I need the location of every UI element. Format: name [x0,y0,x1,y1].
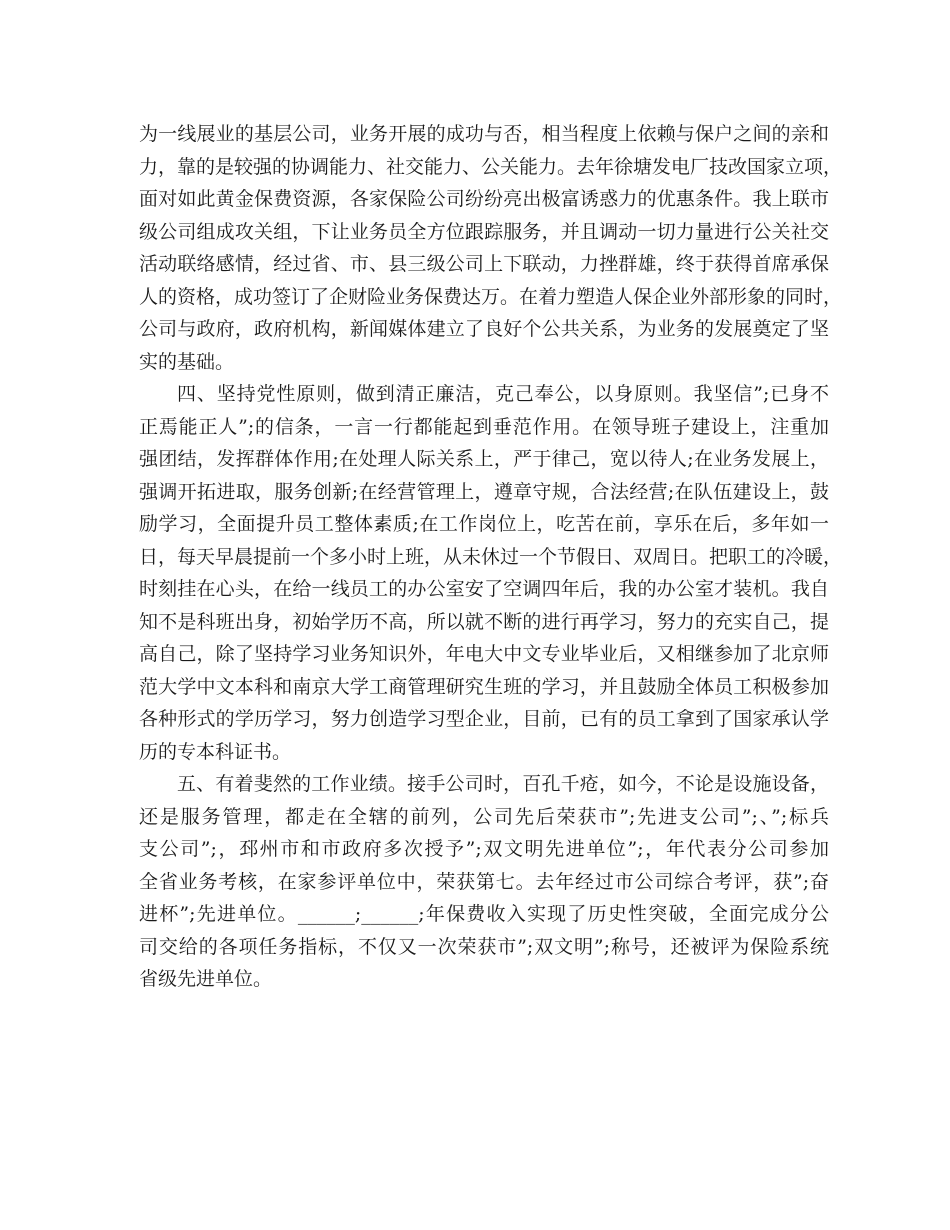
text-line: 正焉能正人”;的信条，一言一行都能起到垂范作用。在领导班子建设上，注重加 [139,415,829,438]
text-line: 范大学中文本科和南京大学工商管理研究生班的学习，并且鼓励全体员工积极参加 [139,675,829,698]
text-line: 知不是科班出身，初始学历不高，所以就不断的进行再学习，努力的充实自己，提 [139,610,829,633]
text-line: 人的资格，成功签订了企财险业务保费达万。在着力塑造人保企业外部形象的同时， [139,285,843,308]
text-line: 高自己，除了坚持学习业务知识外，年电大中文专业毕业后，又相继参加了北京师 [139,643,829,665]
paragraph-public-relations [139,118,843,378]
text-line: 励学习，全面提升员工整体素质;在工作岗位上，吃苦在前，享乐在后，多年如一 [139,513,829,535]
document-body [139,118,843,996]
text-line: 全省业务考核，在家参评单位中，荣获第七。去年经过市公司综合考评，获”;奋 [139,870,829,893]
text-line: 五、有着斐然的工作业绩。接手公司时，百孔千疮，如今，不论是设施设备， [177,773,829,795]
text-line: 面对如此黄金保费资源，各家保险公司纷纷亮出极富诱惑力的优惠条件。我上联市 [139,188,829,210]
text-line: 为一线展业的基层公司，业务开展的成功与否，相当程度上依赖与保户之间的亲和 [139,123,829,145]
paragraph-section-five [139,768,829,996]
text-line: 还是服务管理，都走在全辖的前列，公司先后荣获市”;先进支公司”;、”;标兵 [139,805,829,828]
paragraph-section-four [139,378,843,768]
text-line: 活动联络感情，经过省、市、县三级公司上下联动，力挫群雄，终于获得首席承保 [139,253,829,275]
text-line: 时刻挂在心头，在给一线员工的办公室安了空调四年后，我的办公室才装机。我自 [139,578,829,600]
text-line: 强团结，发挥群体作用;在处理人际关系上，严于律己，宽以待人;在业务发展上， [139,448,829,470]
text-line: 历的专本科证书。 [139,740,292,763]
text-line: 支公司”;，邳州市和市政府多次授予”;双文明先进单位”;，年代表分公司参加 [139,838,829,860]
text-line: 四、坚持党性原则，做到清正廉洁，克己奉公，以身原则。我坚信”;已身不 [177,383,829,405]
text-line: 司交给的各项任务指标，不仅又一次荣获市”;双文明”;称号，还被评为保险系统 [139,935,829,958]
text-line: 强调开拓进取，服务创新;在经营管理上，遵章守规，合法经营;在队伍建设上，鼓 [139,480,829,503]
text-line: 力，靠的是较强的协调能力、社交能力、公关能力。去年徐塘发电厂技改国家立项， [139,155,843,178]
text-line: 级公司组成攻关组，下让业务员全方位跟踪服务，并且调动一切力量进行公关社交 [139,220,829,243]
text-line: 日，每天早晨提前一个多小时上班，从未休过一个节假日、双周日。把职工的冷暖， [139,545,843,568]
text-line: 各种形式的学历学习，努力创造学习型企业，目前，已有的员工拿到了国家承认学 [139,708,829,730]
text-line: 实的基础。 [139,350,235,373]
text-line: 进杯”;先进单位。______;______;年保费收入实现了历史性突破，全面完成分公 [139,903,829,925]
text-line: 公司与政府，政府机构，新闻媒体建立了良好个公共关系，为业务的发展奠定了坚 [139,318,829,340]
text-line: 省级先进单位。 [139,968,273,990]
